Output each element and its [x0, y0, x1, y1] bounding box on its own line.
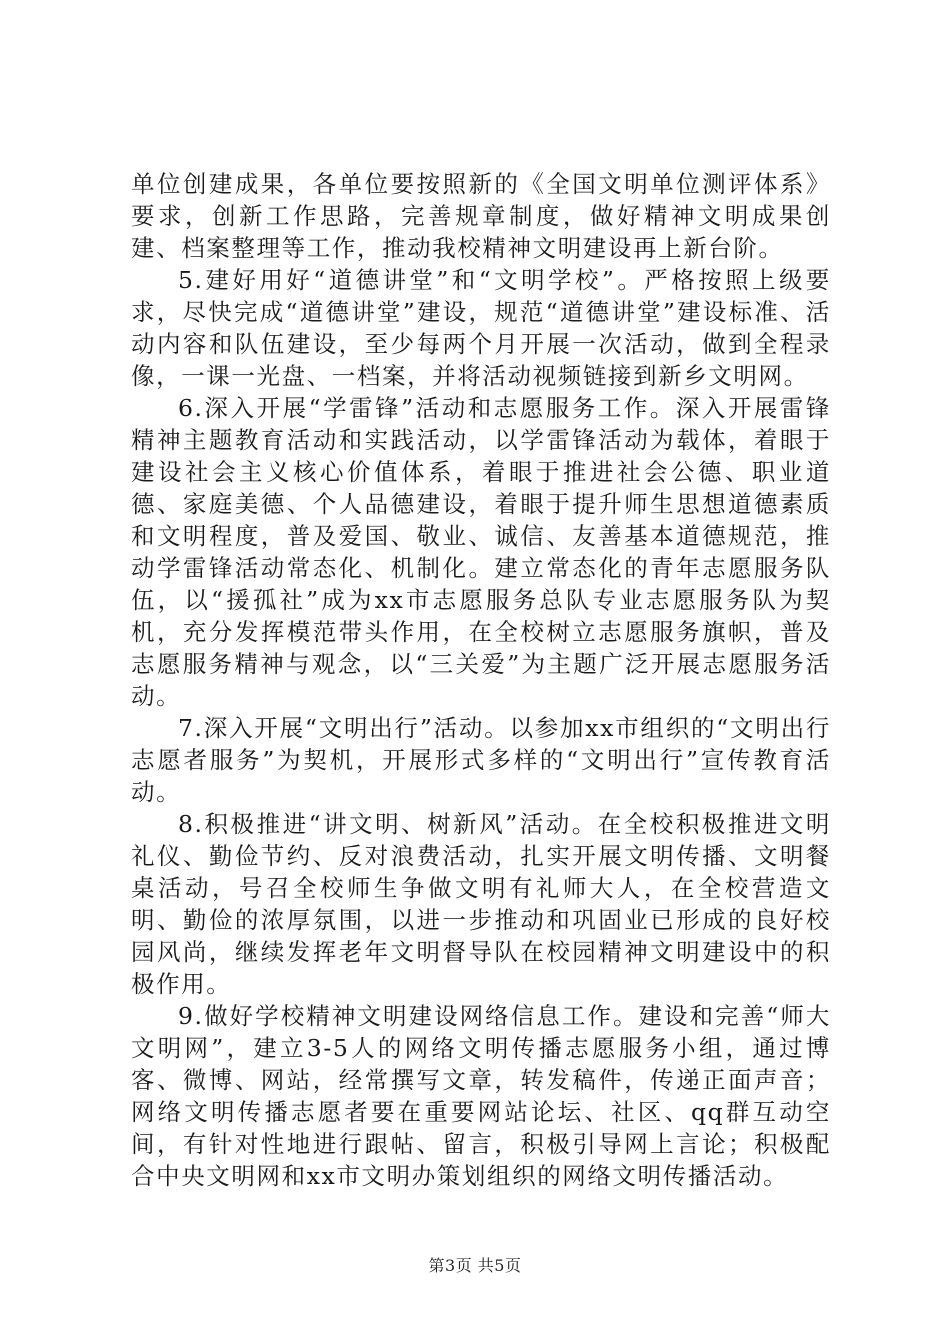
page-number-footer: 第3页 共5页	[428, 1256, 522, 1275]
paragraph-item-5: 5.建好用好“道德讲堂”和“文明学校”。严格按照上级要求，尽快完成“道德讲堂”建设，规范“道德讲堂”建设标准、活动内容和队伍建设，至少每两个月开展一次活动，做到全程录像，一课一光盘、一档案，并将活动视频链接到新乡文明网。	[131, 266, 831, 390]
document-body	[131, 168, 831, 1192]
paragraph-item-7: 7.深入开展“文明出行”活动。以参加xx市组织的“文明出行志愿者服务”为契机，开展形式多样的“文明出行”宣传教育活动。	[131, 714, 831, 806]
paragraph-item-9: 9.做好学校精神文明建设网络信息工作。建设和完善“师大文明网”，建立3-5人的网络文明传播志愿服务小组，通过博客、微博、网站，经常撰写文章，转发稿件，传递正面声音；网络文明传播志愿者要在重要网站论坛、社区、qq群互动空间，有针对性地进行跟帖、留言，积极引导网上言论；积极配合中央文明网和xx市文明办策划组织的网络文明传播活动。	[131, 1002, 831, 1190]
paragraph-item-8: 8.积极推进“讲文明、树新风”活动。在全校积极推进文明礼仪、勤俭节约、反对浪费活动，扎实开展文明传播、文明餐桌活动，号召全校师生争做文明有礼师大人，在全校营造文明、勤俭的浓厚氛围，以进一步推动和巩固业已形成的良好校园风尚，继续发挥老年文明督导队在校园精神文明建设中的积极作用。	[131, 810, 831, 998]
paragraph-item-6: 6.深入开展“学雷锋”活动和志愿服务工作。深入开展雷锋精神主题教育活动和实践活动，以学雷锋活动为载体，着眼于建设社会主义核心价值体系，着眼于推进社会公德、职业道德、家庭美德、个人品德建设，着眼于提升师生思想道德素质和文明程度，普及爱国、敬业、诚信、友善基本道德规范，推动学雷锋活动常态化、机制化。建立常态化的青年志愿服务队伍，以“援孤社”成为xx市志愿服务总队专业志愿服务队为契机，充分发挥模范带头作用，在全校树立志愿服务旗帜，普及志愿服务精神与观念，以“三关爱”为主题广泛开展志愿服务活动。	[131, 394, 831, 710]
paragraph-continuation: 单位创建成果，各单位要按照新的《全国文明单位测评体系》要求，创新工作思路，完善规章制度，做好精神文明成果创建、档案整理等工作，推动我校精神文明建设再上新台阶。	[131, 170, 831, 262]
